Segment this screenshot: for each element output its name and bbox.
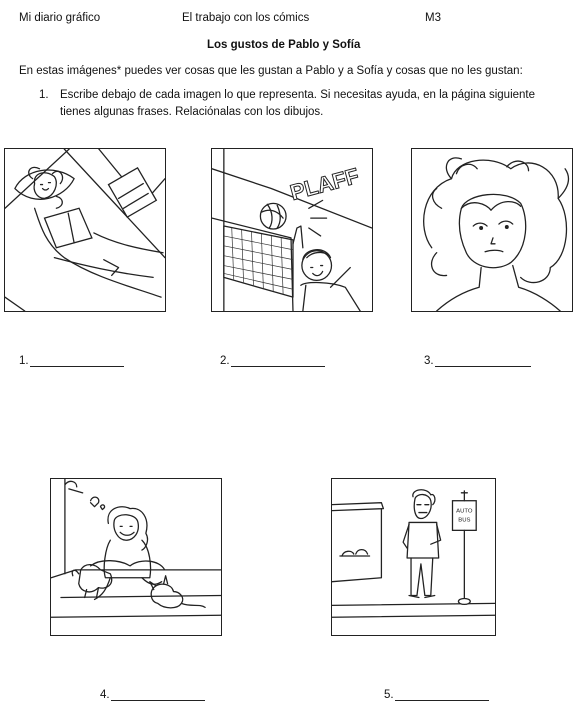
plaff-sound-effect: PLAFF: [287, 162, 362, 206]
comic-panel-messy-hair: [411, 148, 573, 312]
header-subject: Mi diario gráfico: [19, 12, 101, 24]
answer-number: 2.: [220, 355, 230, 367]
bus-sign-line-2: BUS: [458, 517, 471, 524]
messy-hair-girl-drawing: [412, 149, 572, 311]
comic-panel-reading: [4, 148, 166, 312]
instruction-line-2: tienes algunas frases. Relaciónalas con los dibujos.: [60, 106, 324, 118]
header-module: M3: [425, 12, 441, 24]
page-title: Los gustos de Pablo y Sofía: [207, 39, 361, 51]
header-topic: El trabajo con los cómics: [182, 12, 310, 24]
bus-stop-sign: [453, 491, 477, 605]
girl-with-pets-drawing: [51, 479, 221, 635]
bus-sign-line-1: AUTO: [456, 508, 473, 515]
volleyball-drawing: [212, 149, 372, 311]
instruction-number: 1.: [39, 89, 49, 101]
instruction-line-1: Escribe debajo de cada imagen lo que representa. Si necesitas ayuda, en la página siguiente: [60, 89, 536, 101]
bus-stop-drawing: [332, 479, 495, 635]
answer-line-2[interactable]: [220, 355, 325, 367]
comic-panel-bus-stop: [331, 478, 496, 636]
boy-waiting: [403, 490, 441, 598]
intro-text: En estas imágenes* puedes ver cosas que les gustan a Pablo y a Sofía y cosas que no les gustan:: [19, 65, 523, 77]
volleyball-net: [224, 226, 293, 297]
comic-panel-volleyball: [211, 148, 373, 312]
answer-line-1[interactable]: [19, 355, 124, 367]
answer-line-3[interactable]: [424, 355, 531, 367]
comic-panel-pets: [50, 478, 222, 636]
answer-number: 5.: [384, 689, 394, 701]
answer-number: 1.: [19, 355, 29, 367]
answer-line-4[interactable]: [100, 689, 205, 701]
answer-number: 3.: [424, 355, 434, 367]
girl-reading-drawing: [5, 149, 165, 311]
answer-number: 4.: [100, 689, 110, 701]
answer-line-5[interactable]: [384, 689, 489, 701]
